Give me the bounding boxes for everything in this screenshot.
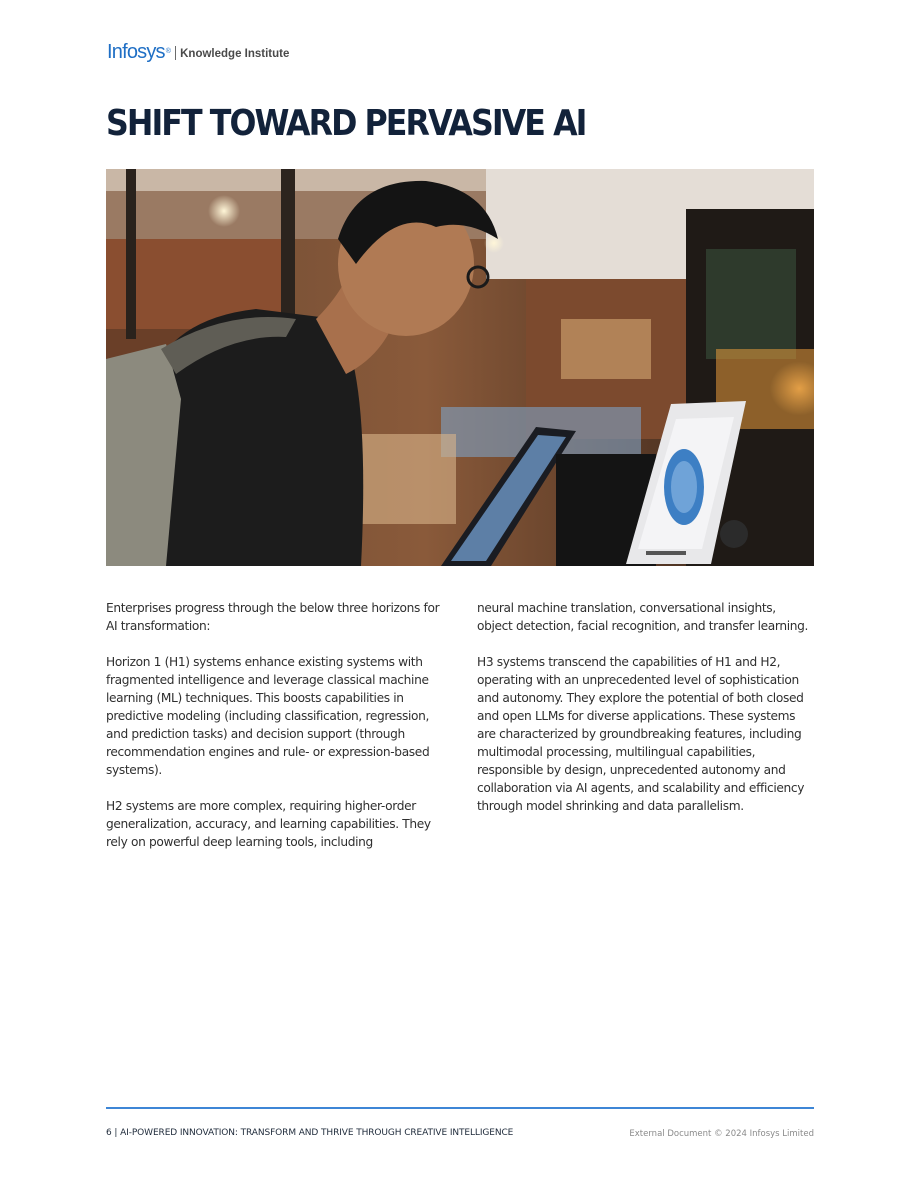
footer-copyright: External Document © 2024 Infosys Limited bbox=[629, 1129, 814, 1139]
hero-image bbox=[106, 169, 814, 566]
body-column-left bbox=[106, 599, 446, 869]
h2-continuation-paragraph: neural machine translation, conversational insights, object detection, facial recognition, and transfer learning. bbox=[477, 601, 809, 633]
photo-icon bbox=[106, 169, 814, 566]
brand-logo bbox=[107, 40, 289, 62]
brand-subtitle: Knowledge Institute bbox=[180, 48, 290, 60]
footer-divider bbox=[106, 1107, 814, 1109]
h2-paragraph: H2 systems are more complex, requiring higher-order generalization, accuracy, and learning capabilities. They rely on powerful deep learning tools, including bbox=[106, 799, 431, 849]
body-column-right bbox=[477, 599, 813, 833]
h1-paragraph: Horizon 1 (H1) systems enhance existing systems with fragmented intelligence and leverage classical machine learning (ML) techniques. This boosts capabilities in predictive modeling (including classification, regression, and prediction tasks) and decision support (through recommendation engines and rule- or expression-based systems). bbox=[106, 655, 430, 777]
footer-page-title: 6 | AI-POWERED INNOVATION: TRANSFORM AND THRIVE THROUGH CREATIVE INTELLIGENCE bbox=[106, 1128, 514, 1138]
h3-paragraph: H3 systems transcend the capabilities of H1 and H2, operating with an unprecedented level of sophistication and autonomy. They explore the potential of both closed and open LLMs for diverse applications. These systems are characterized by groundbreaking features, including multimodal processing, multilingual capabilities, responsible by design, unprecedented autonomy and collaboration via AI agents, and scalability and efficiency through model shrinking and data parallelism. bbox=[477, 655, 805, 813]
logo-divider bbox=[175, 46, 176, 60]
page-title: SHIFT TOWARD PERVASIVE AI bbox=[106, 103, 586, 144]
brand-name: Infosys® bbox=[107, 41, 171, 63]
intro-paragraph: Enterprises progress through the below three horizons for AI transformation: bbox=[106, 601, 440, 633]
